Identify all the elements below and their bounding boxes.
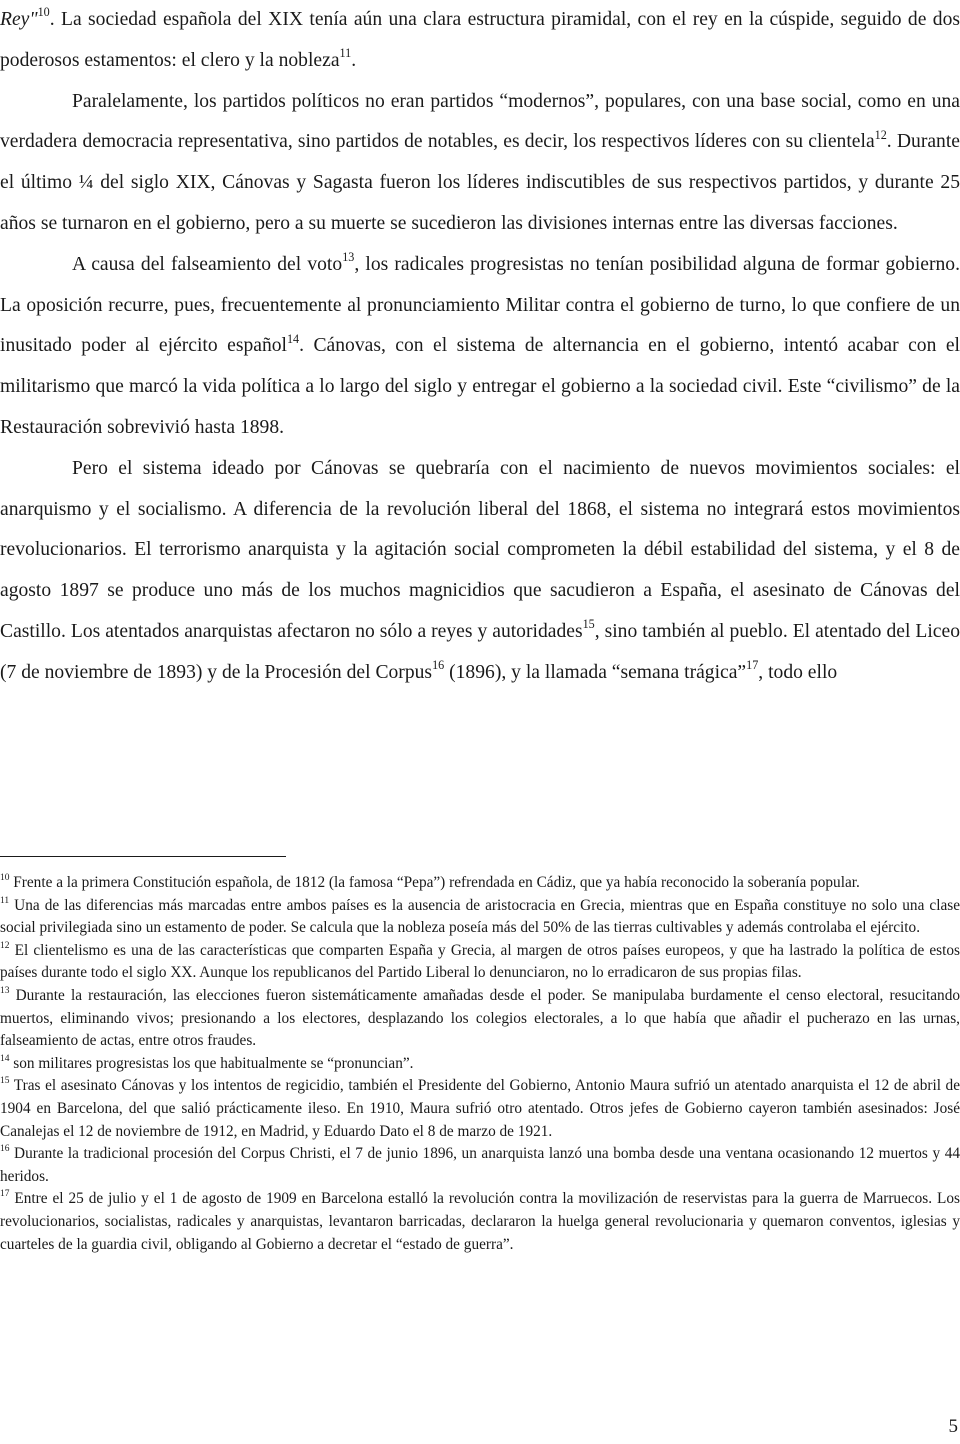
footnote-11 (0, 895, 960, 940)
paragraph-4 (0, 449, 960, 694)
footnote-number: 12 (0, 940, 10, 951)
paragraph-1 (0, 0, 960, 82)
paragraph-text: , los radicales progresistas no tenían posibilidad alguna de formar gobierno. La oposición recurre, pues, frecuentemente al pronunciamiento Militar contra el gobierno de turno, lo que confiere de un inusitado poder al ejército español (0, 253, 960, 357)
footnote-ref-15[interactable]: 15 (582, 617, 595, 632)
body-text (0, 0, 960, 694)
paragraph-3 (0, 245, 960, 449)
footnote-ref-10[interactable]: 10 (37, 5, 50, 20)
footnotes (0, 872, 960, 1256)
footnote-12 (0, 940, 960, 985)
footnote-text: son militares progresistas los que habitualmente se “pronuncian”. (9, 1054, 414, 1072)
footnote-number: 11 (0, 895, 10, 906)
footnote-number: 13 (0, 985, 10, 996)
footnote-separator (0, 856, 286, 857)
paragraph-text: (1896), y la llamada “semana trágica” (444, 661, 747, 683)
footnote-10 (0, 872, 960, 895)
footnote-number: 15 (0, 1076, 10, 1087)
paragraph-text: , sino también al pueblo. El atentado del Liceo (7 de noviembre de 1893) y de la Procesión del Corpus (0, 620, 960, 683)
footnote-text: Frente a la primera Constitución española, de 1812 (la famosa “Pepa”) refrendada en Cádiz, que ya había reconocido la soberanía popular. (9, 874, 860, 891)
paragraph-text: Pero el sistema ideado por Cánovas se quebraría con el nacimiento de nuevos movimientos sociales: el anarquismo y el socialismo. A diferencia de la revolución liberal del 1868, el sistema no integrará estos movimientos revolucionarios. El terrorismo anarquista y la agitación social comprometen la débil estabilidad del sistema, y el 8 de agosto 1897 se produce uno más de los muchos magnicidios que sacudieron a España, el asesinato de Cánovas del Castillo. Los atentados anarquistas afectaron no sólo a reyes y autoridades (0, 457, 960, 642)
footnote-number: 14 (0, 1053, 10, 1064)
footnote-ref-14[interactable]: 14 (286, 331, 300, 346)
footnote-number: 10 (0, 872, 10, 883)
paragraph-text: . La sociedad española del XIX tenía aún una clara estructura piramidal, con el rey en la cúspide, seguido de dos poderosos estamentos: el clero y la nobleza (0, 9, 960, 71)
italic-lead: Rey" (0, 9, 38, 30)
footnote-ref-11[interactable]: 11 (339, 46, 352, 61)
footnote-14 (0, 1053, 960, 1076)
footnote-number: 16 (0, 1144, 10, 1155)
paragraph-2 (0, 82, 960, 245)
footnote-text: Entre el 25 de julio y el 1 de agosto de 1909 en Barcelona estalló la revolución contra la movilización de reservistas para la guerra de Marruecos. Los revolucionarios, socialistas, radicales y anarquistas, levantaron barricadas, declararon la huelga general revolucionaria y quemaron conventos, iglesias y cuarteles de la guardia civil, obligando al Gobierno a decretar el “estado de guerra”. (0, 1190, 960, 1253)
footnote-text: Durante la restauración, las elecciones fueron sistemáticamente amañadas desde el poder. Se manipulaba burdamente el censo electoral, resucitando muertos, eliminando vivos; presionando a los electores, desplazando los colegios electorales, a lo que había que añadir el pucherazo en las urnas, falseamiento de actas, entre otros fraudes. (0, 986, 960, 1050)
footnote-16 (0, 1143, 960, 1188)
footnote-text: Una de las diferencias más marcadas entre ambos países es la ausencia de aristocracia en Grecia, mientras que en España constituye no solo una clase social privilegiada sino un estamento de poder. Se calcula que la nobleza poseía más del 50% de las tierras cultivables y además controlaba el ejército. (0, 896, 960, 937)
paragraph-text: . (351, 49, 357, 71)
paragraph-text: . Cánovas, con el sistema de alternancia en el gobierno, intentó acabar con el militarismo que marcó la vida política a lo largo del siglo y entregar el gobierno a la sociedad civil. Este “civilismo” de la Restauración sobrevivió hasta 1898. (0, 335, 960, 438)
footnote-ref-16[interactable]: 16 (432, 658, 445, 673)
footnote-13 (0, 985, 960, 1053)
footnote-ref-17[interactable]: 17 (746, 658, 759, 673)
paragraph-text: , todo ello (758, 661, 838, 683)
footnote-number: 17 (0, 1189, 10, 1200)
footnote-17 (0, 1188, 960, 1256)
paragraph-text: Paralelamente, los partidos políticos no eran partidos “modernos”, populares, con una base social, como en una verdadera democracia representativa, sino partidos de notables, es decir, los respectivos líderes con su clientela (0, 90, 960, 153)
footnote-15 (0, 1075, 960, 1143)
footnote-text: El clientelismo es una de las características que comparten España y Grecia, al margen de otros países europeos, y que ha lastrado la política de estos países durante todo el siglo XX. Aunque los republicanos del Partido Liberal lo denunciaron, no lo erradicaron de sus propias filas. (0, 941, 960, 982)
paragraph-text: . Durante el último ¼ del siglo XIX, Cánovas y Sagasta fueron los líderes indiscutibles de sus respectivos partidos, y durante 25 años se turnaron en el gobierno, pero a su muerte se sucedieron las divisiones internas entre las diversas facciones. (0, 131, 960, 234)
footnote-ref-12[interactable]: 12 (874, 127, 887, 142)
paragraph-text: A causa del falseamiento del voto (72, 253, 343, 275)
page-number: 5 (948, 1416, 958, 1437)
footnote-text: Durante la tradicional procesión del Corpus Christi, el 7 de junio 1896, un anarquista lanzó una bomba desde una ventana ocasionando 12 muertos y 44 heridos. (0, 1145, 960, 1185)
footnote-text: Tras el asesinato Cánovas y los intentos de regicidio, también el Presidente del Gobierno, Antonio Maura sufrió un atentado anarquista el 12 de abril de 1904 en Barcelona, del que salió prácticamente ileso. En 1910, Maura sufrió otro atentado. Otros jefes de Gobierno cayeron también asesinados: José Canalejas el 12 de noviembre de 1912, en Madrid, y Eduardo Dato el 8 de marzo de 1921. (0, 1077, 960, 1140)
footnote-ref-13[interactable]: 13 (342, 250, 355, 265)
